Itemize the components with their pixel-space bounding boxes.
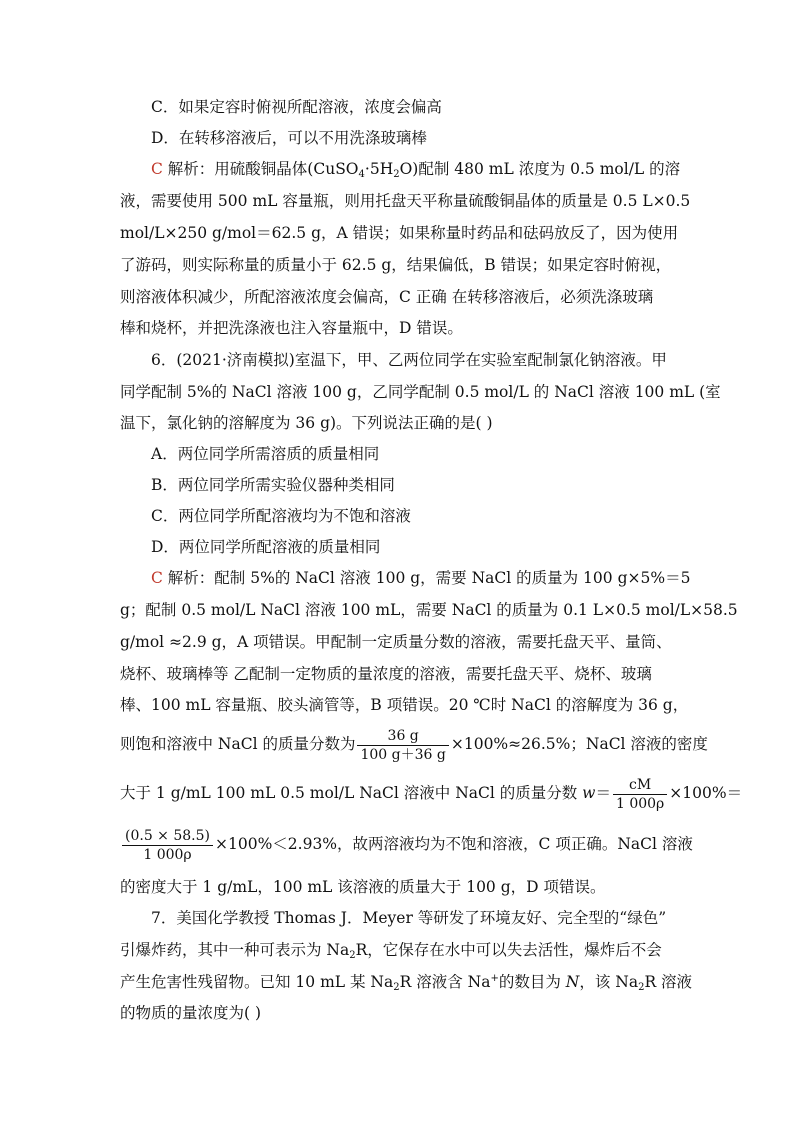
analysis-formula-line: 则饱和溶液中 NaCl 的质量分数为 $\frac{36 g}{100 g+36 g}$ ×100%≈26.5%；NaCl 溶液的密度 [120, 727, 708, 763]
analysis-line: 了游码，则实际称量的质量小于 62.5 g，结果偏低，B 错误；如果定容时俯视， [120, 256, 672, 274]
analysis-line: g；配制 0.5 mol/L NaCl 溶液 100 mL，需要 NaCl 的质量为 0.1 L×0.5 mol/L×58.5 [120, 601, 738, 619]
analysis-formula-line: 大于 1 g/mL 100 mL 0.5 mol/L NaCl 溶液中 NaCl 的质量分数 w＝ $\frac{cM}{1 000\rho}$ ×100%＝ [120, 776, 743, 812]
analysis-line: C 解析：用硫酸铜晶体$(CuSO_4\cdot 5H_2O)$配制 480 mL 浓度为 0.5 mol/L 的溶 [151, 160, 681, 180]
question-line: 引爆炸药，其中一种可表示为 $Na_2R$，它保存在水中可以失去活性，爆炸后不会 [120, 941, 662, 961]
answer-letter: C [151, 569, 163, 587]
fraction: $\frac{cM}{1 000\rho}$ [613, 776, 667, 813]
option-b: B．两位同学所需实验仪器种类相同 [151, 476, 395, 494]
analysis-line: 则溶液体积减少，所配溶液浓度会偏高，C 正确 在转移溶液后，必须洗涤玻璃 [120, 288, 654, 306]
analysis-line: 液，需要使用 500 mL 容量瓶，则用托盘天平称量硫酸铜晶体的质量是 0.5 L×0.5 [120, 192, 691, 210]
option-c: C．两位同学所配溶液均为不饱和溶液 [151, 507, 411, 525]
question-7: 7．美国化学教授 Thomas J．Meyer 等研发了环境友好、完全型的“绿色” [151, 909, 667, 927]
analysis-formula-line: $\frac{(0.5 \times 58.5)}{1 000\rho}$ ×100%＜2.93%，故两溶液均为不饱和溶液，C 项正确。NaCl 溶液 [120, 826, 680, 864]
answer-letter: C [151, 160, 163, 178]
analysis-line: 棒和烧杯，并把洗涤液也注入容量瓶中，D 错误。 [120, 319, 463, 337]
question-line: 温下，氯化钠的溶解度为 36 g)。下列说法正确的是( ) [120, 414, 493, 432]
option-a: A．两位同学所需溶质的质量相同 [151, 445, 380, 463]
analysis-line: 棒、100 mL 容量瓶、胶头滴管等，B 项错误。20 ℃时 NaCl 的溶解度为 36 g， [120, 696, 689, 714]
option-c-prev: C．如果定容时俯视所配溶液，浓度会偏高 [151, 98, 442, 116]
fraction: $\frac{(0.5 \times 58.5)}{1 000\rho}$ [122, 827, 213, 864]
option-d-prev: D．在转移溶液后，可以不用洗涤玻璃棒 [151, 129, 427, 147]
question-line: 同学配制 5%的 NaCl 溶液 100 g，乙同学配制 0.5 mol/L 的 NaCl 溶液 100 mL (室 [120, 383, 721, 401]
analysis-line: mol/L×250 g/mol＝62.5 g，A 错误；如果称量时药品和砝码放反了，因为使用 [120, 224, 679, 242]
question-line: 产生危害性残留物。已知 10 mL 某 $Na_2R$ 溶液含 Na+的数目为 N，该 $Na_2R$ 溶液 [120, 973, 693, 993]
analysis-line: C 解析：配制 5%的 NaCl 溶液 100 g，需要 NaCl 的质量为 100 g×5%＝5 [151, 569, 691, 587]
option-d: D．两位同学所配溶液的质量相同 [151, 538, 381, 556]
question-6: 6．(2021·济南模拟)室温下，甲、乙两位同学在实验室配制氯化钠溶液。甲 [151, 351, 667, 369]
analysis-line: 烧杯、玻璃棒等 乙配制一定物质的量浓度的溶液，需要托盘天平、烧杯、玻璃 [120, 665, 652, 683]
question-line: 的物质的量浓度为( ) [120, 1004, 262, 1022]
analysis-line: 的密度大于 1 g/mL，100 mL 该溶液的质量大于 100 g，D 项错误。 [120, 878, 606, 896]
analysis-line: g/mol ≈2.9 g，A 项错误。甲配制一定质量分数的溶液，需要托盘天平、量筒、 [120, 633, 672, 651]
fraction: $\frac{36 g}{100 g+36 g}$ [357, 727, 448, 764]
